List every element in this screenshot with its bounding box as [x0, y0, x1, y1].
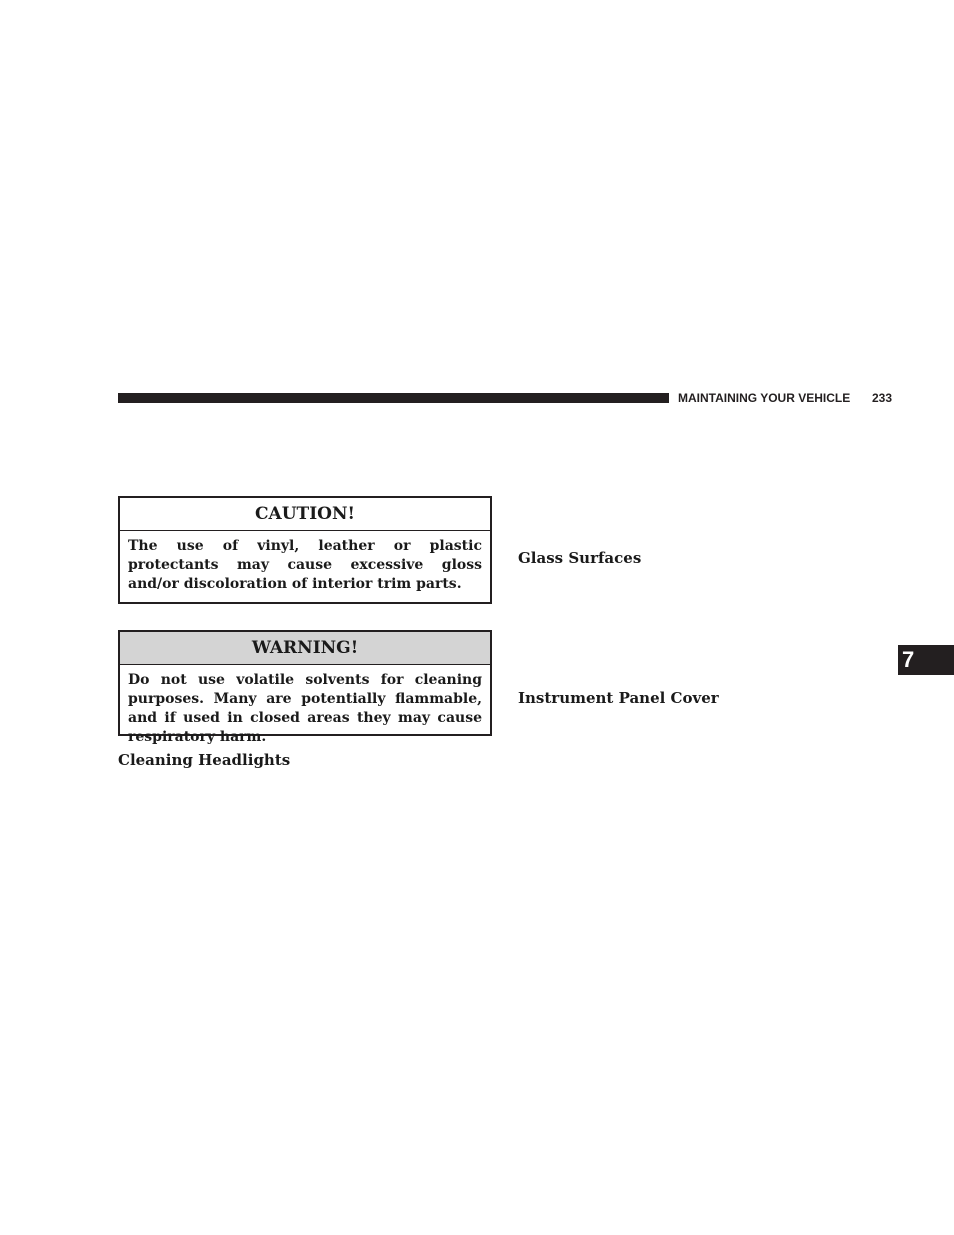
chapter-tab: [898, 645, 954, 675]
heading-glass-surfaces: Glass Surfaces: [518, 549, 642, 567]
heading-cleaning-headlights: Cleaning Headlights: [118, 751, 291, 769]
caution-title: CAUTION!: [120, 498, 490, 531]
warning-box: [118, 630, 492, 745]
header-rule: [118, 393, 669, 403]
running-header: [678, 390, 892, 406]
caution-box: [118, 496, 492, 604]
page-number: 233: [871, 391, 892, 405]
heading-instrument-panel-cover: Instrument Panel Cover: [518, 689, 719, 707]
chapter-number: 7: [902, 647, 915, 672]
warning-text: Do not use volatile solvents for cleaning purposes. Many are potentially flammable, and if used in closed areas they may cause respiratory harm.: [128, 672, 482, 745]
caution-text: The use of vinyl, leather or plastic protectants may cause excessive gloss and/or discoloration of interior trim parts.: [128, 538, 482, 592]
header-section-title: MAINTAINING YOUR VEHICLE: [678, 391, 851, 405]
warning-title: WARNING!: [120, 632, 490, 665]
